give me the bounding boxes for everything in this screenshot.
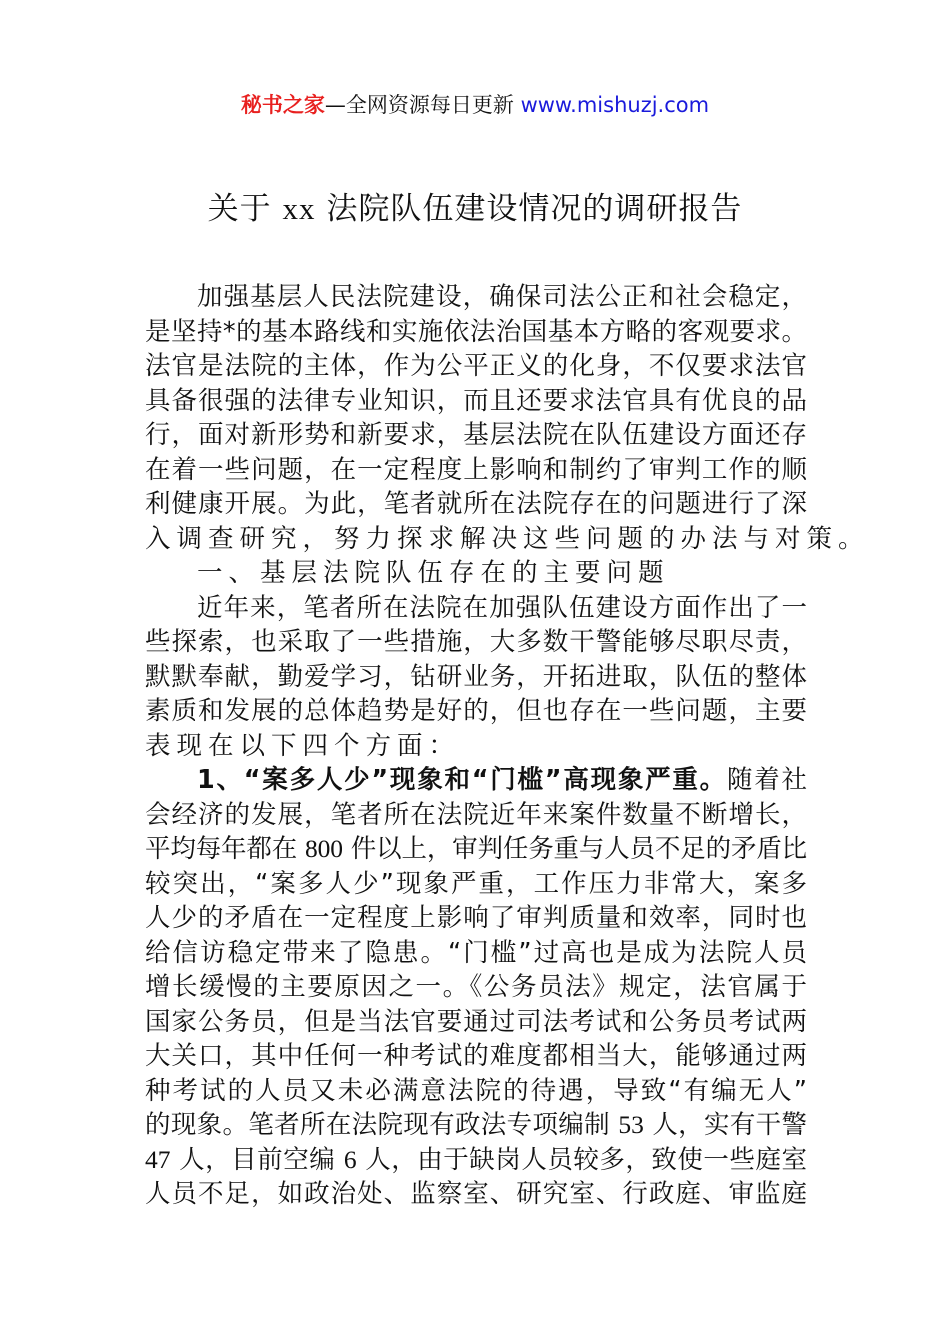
document-body <box>145 280 870 1212</box>
text-line: 默默奉献，勤爱学习，钻研业务，开拓进取，队伍的整体 <box>145 661 807 692</box>
text-line: 入调查研究，努力探求解决这些问题的办法与对策。 <box>145 523 870 554</box>
paragraph-overview <box>145 591 807 764</box>
title-placeholder-xx: xx <box>282 191 316 226</box>
number-47: 47 <box>145 1144 171 1174</box>
text-line: 种考试的人员又未必满意法院的待遇，导致“有编无人” <box>145 1075 807 1106</box>
number-800: 800 <box>305 834 343 863</box>
document-title <box>0 186 950 232</box>
point-1-text-start: 随着社 <box>726 765 807 795</box>
text-line <box>145 1108 807 1143</box>
site-url-link[interactable]: www.mishuzj.com <box>520 93 710 117</box>
number-53: 53 <box>618 1110 644 1139</box>
text-line: 素质和发展的总体趋势是好的，但也存在一些问题，主要 <box>145 696 807 726</box>
brand-name: 秘书之家 <box>240 93 325 117</box>
text-line: 增长缓慢的主要原因之一。《公务员法》规定，法官属于 <box>145 972 807 1002</box>
text-line: 人少的矛盾在一定程度上影响了审判质量和效率，同时也 <box>145 903 807 933</box>
text-line: 具备很强的法律专业知识，而且还要求法官具有优良的品 <box>145 385 807 416</box>
text-segment: 人，实有干警 <box>643 1110 807 1140</box>
text-segment: 的现象。笔者所在法院现有政法专项编制 <box>145 1110 619 1140</box>
text-line: 人员不足，如政治处、监察室、研究室、行政庭、审监庭 <box>145 1179 807 1209</box>
text-segment: 人，目前空编 <box>170 1144 344 1175</box>
text-line: 加强基层人民法院建设，确保司法公正和社会稳定， <box>197 282 807 312</box>
text-line: 是坚持*的基本路线和实施依法治国基本方略的客观要求。 <box>145 316 807 347</box>
text-line: 在着一些问题，在一定程度上影响和制约了审判工作的顺 <box>145 454 807 485</box>
text-line: 大关口，其中任何一种考试的难度都相当大，能够通过两 <box>145 1041 807 1071</box>
text-line: 些探索，也采取了一些措施，大多数干警能够尽职尽责， <box>145 627 807 657</box>
text-line <box>145 832 807 867</box>
text-line: 较突出，“案多人少”现象严重，工作压力非常大，案多 <box>145 868 807 899</box>
paragraph-point-1 <box>145 763 807 1212</box>
text-line: 近年来，笔者所在法院在加强队伍建设方面作出了一 <box>197 592 807 623</box>
text-segment: 平均每年都在 <box>145 834 306 864</box>
title-prefix: 关于 <box>207 191 283 227</box>
number-6: 6 <box>343 1144 357 1174</box>
paragraph-intro <box>145 280 870 556</box>
section-heading: 一、基层法院队伍存在的主要问题 <box>197 558 670 588</box>
text-segment: 人，由于缺岗人员较多，致使一些庭室 <box>356 1144 807 1175</box>
text-line: 行，面对新形势和新要求，基层法院在队伍建设方面还存 <box>145 420 807 450</box>
point-1-heading: 1、“案多人少”现象和“门槛”高现象严重。 <box>197 765 727 795</box>
text-line: 会经济的发展，笔者所在法院近年来案件数量不断增长， <box>145 799 807 830</box>
text-line: 给信访稳定带来了隐患。“门槛”过高也是成为法院人员 <box>145 937 807 968</box>
site-header <box>0 88 950 122</box>
header-tagline: —全网资源每日更新 <box>324 93 521 117</box>
text-line <box>145 1143 807 1178</box>
text-line <box>145 763 807 798</box>
title-suffix: 法院队伍建设情况的调研报告 <box>315 191 743 227</box>
text-line: 国家公务员，但是当法官要通过司法考试和公务员考试两 <box>145 1006 807 1037</box>
text-line: 法官是法院的主体，作为公平正义的化身，不仅要求法官 <box>145 351 807 381</box>
text-segment: 件以上，审判任务重与人员不足的矛盾比 <box>342 834 808 864</box>
text-line: 表现在以下四个方面： <box>145 730 461 761</box>
text-line: 利健康开展。为此，笔者就所在法院存在的问题进行了深 <box>145 489 807 519</box>
